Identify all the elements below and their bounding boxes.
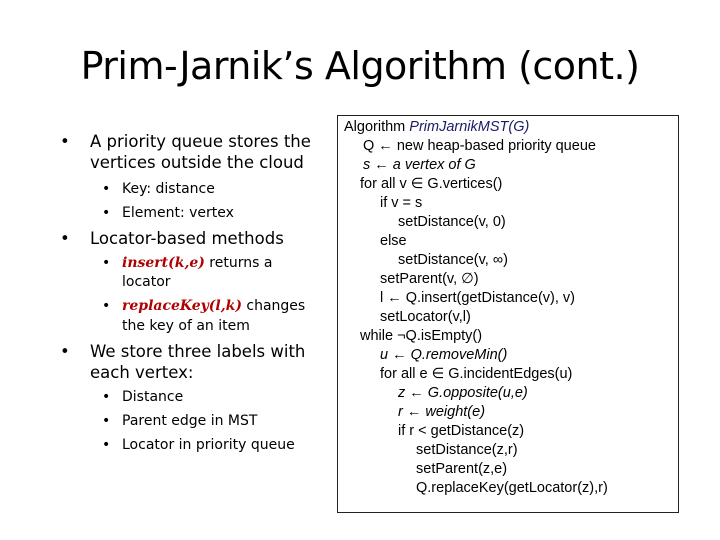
code-line: u ← Q.removeMin() [380, 347, 508, 363]
bullet-marker: • [60, 229, 70, 248]
sub-bullet-text: Element: vertex [122, 205, 234, 221]
slide-title: Prim-Jarnik’s Algorithm (cont.) [80, 44, 640, 88]
code-line: l ← Q.insert(getDistance(v), v) [380, 290, 575, 306]
bullet-marker: • [102, 389, 111, 405]
bullet-marker: • [60, 342, 70, 361]
code-line: setLocator(v,l) [380, 309, 471, 325]
code-insert: insert(k,e) [122, 255, 205, 271]
sub-bullet-text: Parent edge in MST [122, 413, 258, 429]
code-line: for all e ∈ G.incidentEdges(u) [380, 366, 573, 382]
code-line: s ← a vertex of G [363, 157, 476, 173]
bullet-marker: • [102, 437, 111, 453]
code-line: if r < getDistance(z) [398, 423, 525, 439]
sub-bullet-text: locator [122, 274, 171, 290]
bullet-marker: • [102, 181, 111, 197]
code-line: setDistance(v, 0) [398, 214, 506, 230]
bullet-text: each vertex: [90, 363, 194, 382]
code-line: else [380, 233, 407, 249]
bullet-text: A priority queue stores the [90, 132, 311, 151]
algorithm-name: PrimJarnikMST(G) [409, 119, 530, 135]
code-replacekey: replaceKey(l,k) [122, 298, 242, 314]
algorithm-keyword: Algorithm [344, 119, 410, 135]
code-line: Q.replaceKey(getLocator(z),r) [416, 480, 608, 496]
algorithm-header [344, 118, 529, 136]
code-line: if v = s [380, 195, 423, 211]
code-line: setParent(v, ∅) [380, 271, 479, 287]
sub-bullet-text: Locator in priority queue [122, 437, 295, 453]
bullet-text: We store three labels with [90, 342, 306, 361]
code-line: while ¬Q.isEmpty() [360, 328, 483, 344]
code-line: Q ← new heap-based priority queue [363, 138, 596, 154]
code-line: r ← weight(e) [398, 404, 486, 420]
bullet-marker: • [102, 205, 111, 221]
algorithm-box [337, 115, 679, 513]
code-line: setDistance(z,r) [416, 442, 518, 458]
sub-bullet-text [122, 297, 305, 315]
bullet-text: Locator-based methods [90, 229, 284, 248]
code-line: setParent(z,e) [416, 461, 508, 477]
sub-bullet-text: Key: distance [122, 181, 215, 197]
bullet-marker: • [60, 132, 70, 151]
code-line: for all v ∈ G.vertices() [360, 176, 503, 192]
bullet-marker: • [102, 298, 111, 314]
sub-bullet-text: Distance [122, 389, 184, 405]
code-line: setDistance(v, ∞) [398, 252, 508, 268]
sub-bullet-text [122, 254, 272, 272]
bullet-marker: • [102, 413, 111, 429]
sub-bullet-tail: changes [241, 298, 306, 314]
bullet-text: vertices outside the cloud [90, 153, 304, 172]
code-line: z ← G.opposite(u,e) [398, 385, 528, 401]
bullet-marker: • [102, 255, 111, 271]
sub-bullet-tail: returns a [204, 255, 273, 271]
sub-bullet-text: the key of an item [122, 318, 250, 334]
